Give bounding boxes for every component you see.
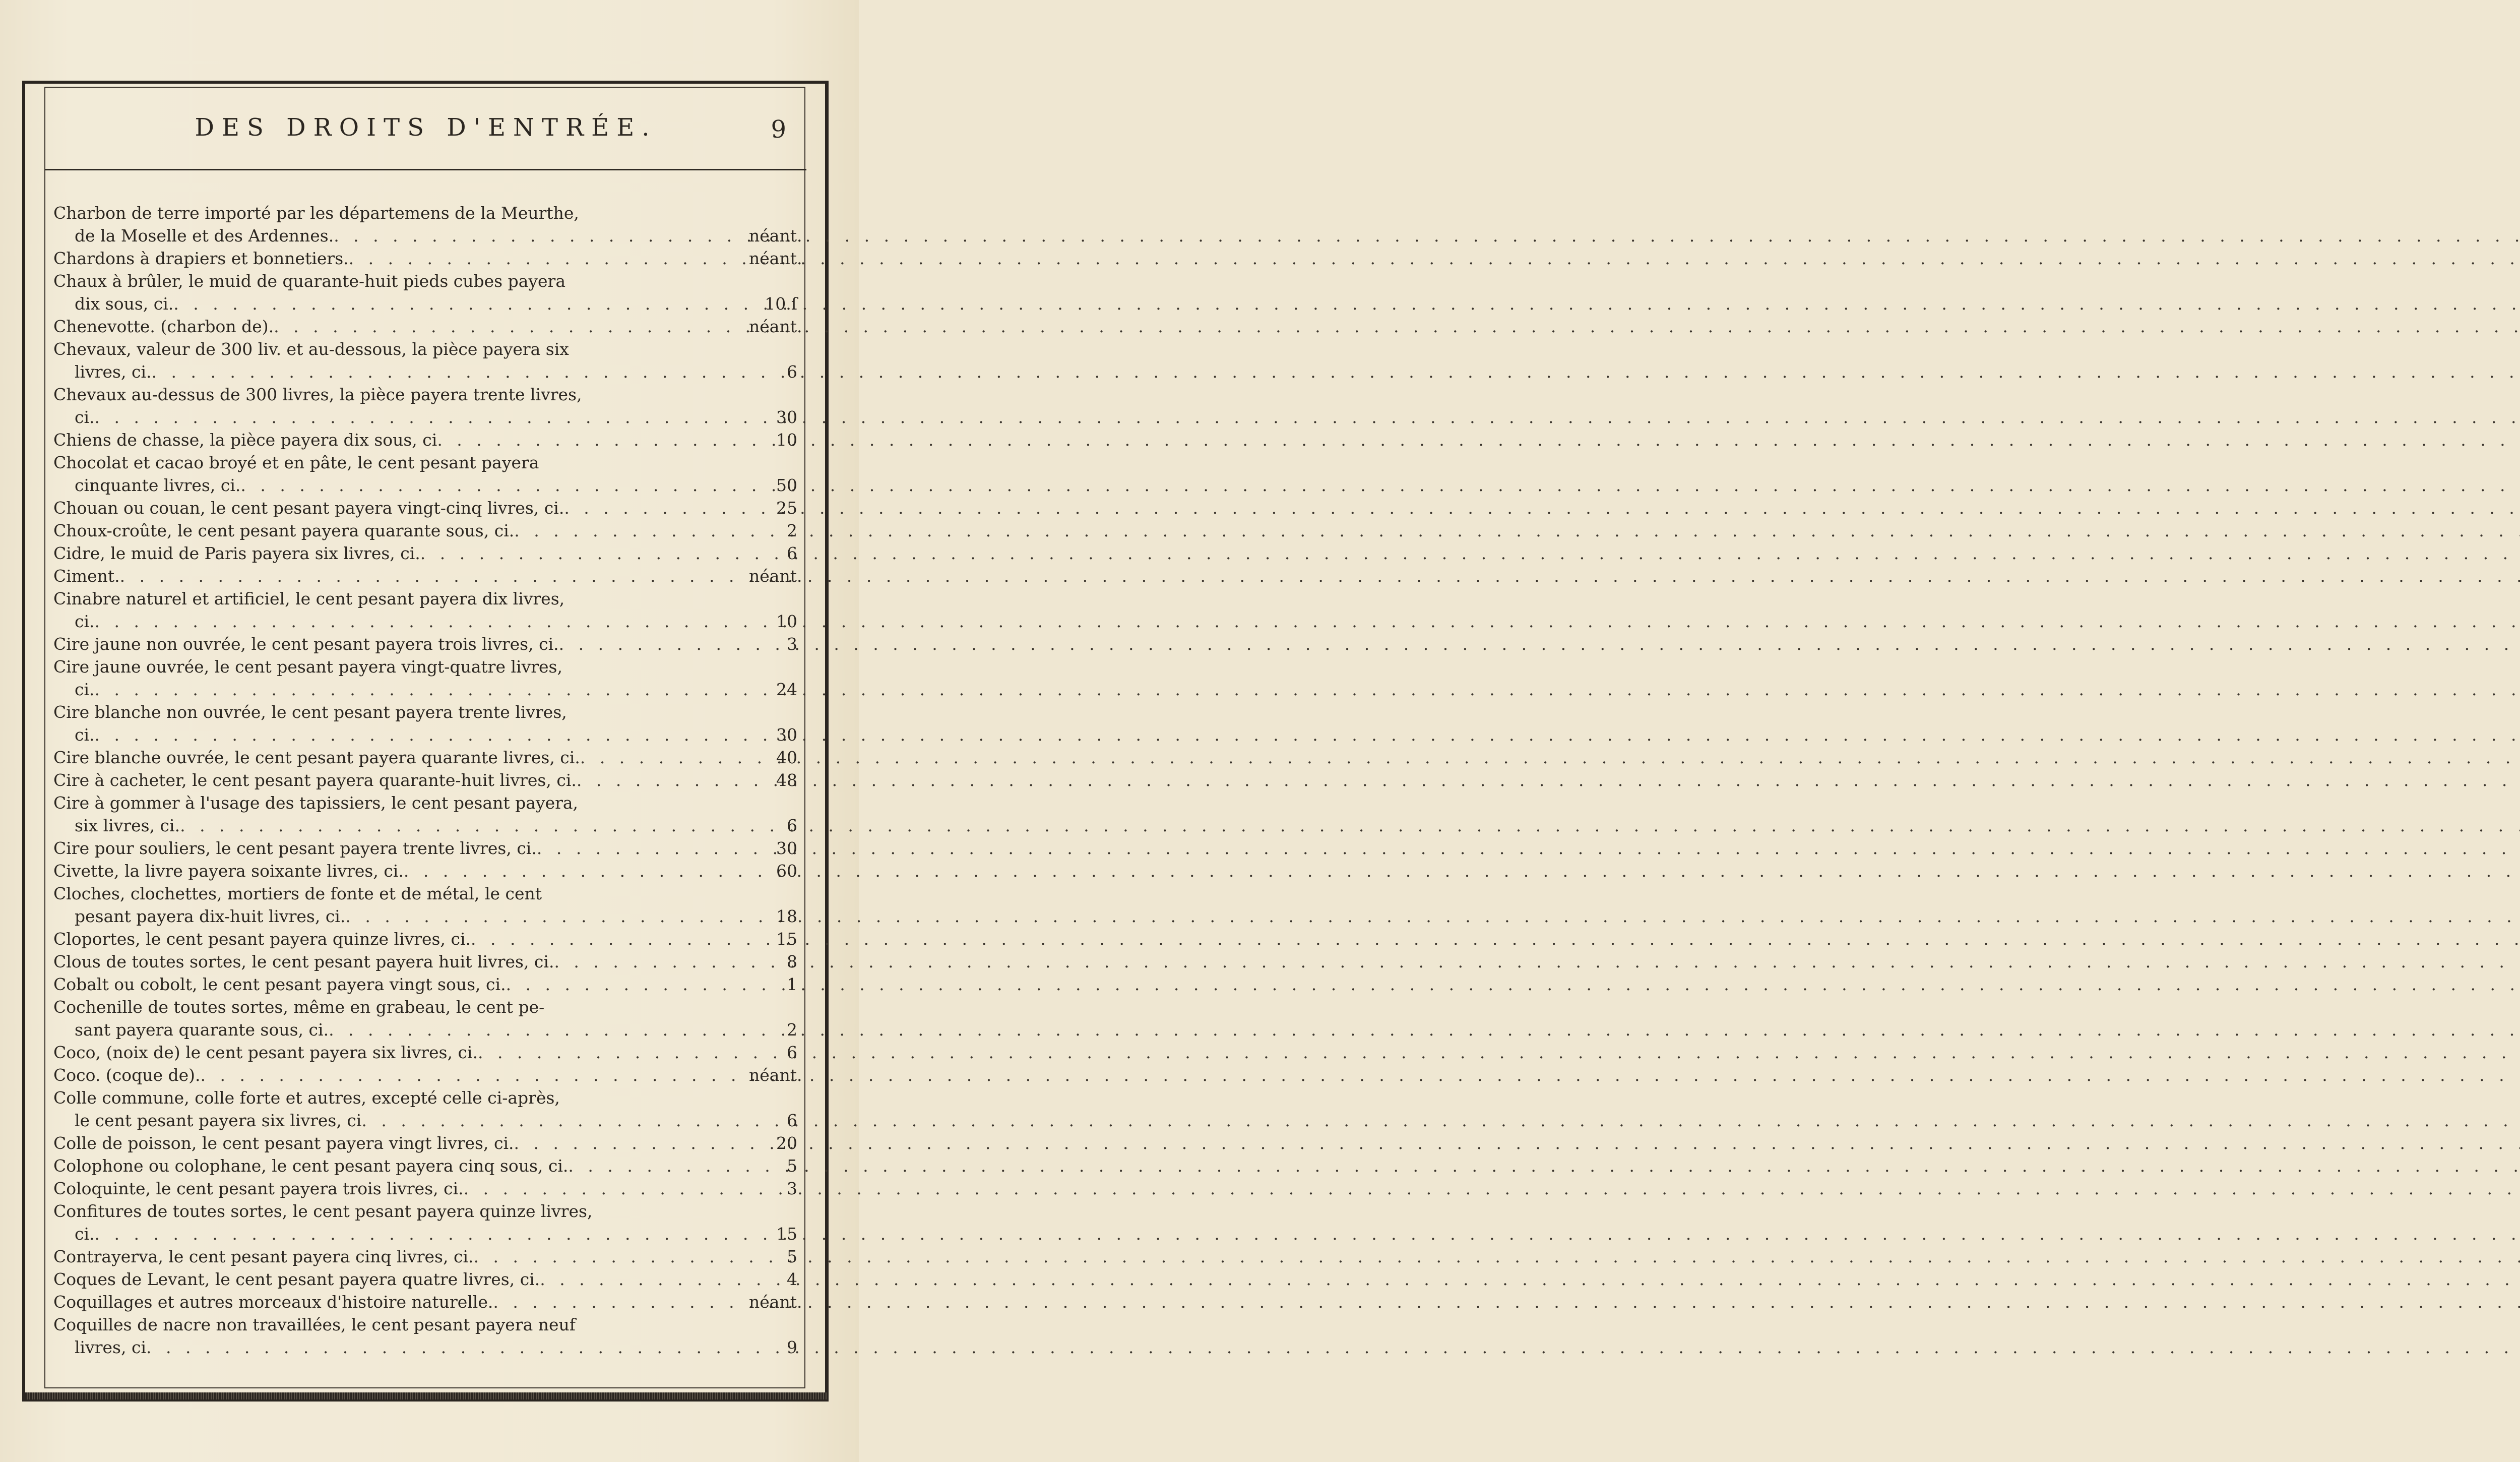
entry-text: Cloportes, le cent pesant payera quinze livres, ci. <box>53 929 471 949</box>
dot-leader <box>349 247 745 270</box>
tariff-entry <box>53 882 797 905</box>
entry-text: Cobalt ou cobolt, le cent pesant payera vingt sous, ci. <box>53 974 506 994</box>
tariff-entry <box>53 474 797 497</box>
entry-duty-value: 48 <box>776 770 797 790</box>
entry-duty-value: 6 <box>787 1111 797 1130</box>
dot-leader <box>180 814 745 837</box>
tariff-entry <box>53 270 797 292</box>
dot-leader <box>95 678 745 701</box>
dot-leader <box>568 1154 745 1177</box>
tariff-entry <box>53 1268 797 1291</box>
dot-leader <box>478 1041 745 1064</box>
entry-duty-value: 40 <box>776 748 797 767</box>
dot-leader <box>577 769 745 791</box>
page-number: 9 <box>771 115 786 144</box>
tariff-entry <box>53 746 797 769</box>
dot-leader <box>240 474 745 497</box>
entry-duty-value: 15 <box>776 929 797 949</box>
entry-duty-value: 18 <box>776 906 797 926</box>
dot-leader <box>361 1109 745 1132</box>
tariff-entry <box>53 996 797 1018</box>
bottom-ornament <box>25 1392 827 1399</box>
dot-leader <box>464 1177 745 1200</box>
tariff-entry <box>53 1064 802 1086</box>
entry-text: Chardons à drapiers et bonnetiers. <box>53 249 349 268</box>
tariff-entry <box>53 565 802 587</box>
tariff-entry <box>53 519 797 542</box>
dot-leader <box>274 315 745 338</box>
dot-leader <box>404 860 745 882</box>
dot-leader <box>152 360 745 383</box>
entry-duty-value: 10 <box>776 612 797 631</box>
tariff-entry <box>53 1291 802 1313</box>
entry-duty-value: néant. <box>749 1292 802 1312</box>
tariff-list <box>53 202 802 1359</box>
entry-duty-value: 6 <box>787 543 797 563</box>
entry-text: Charbon de terre importé par les départemens de la Meurthe, <box>53 203 579 223</box>
dot-leader <box>95 610 745 633</box>
entry-text: livres, ci <box>75 1337 147 1357</box>
tariff-entry <box>53 1154 797 1177</box>
tariff-entry <box>53 837 797 860</box>
tariff-entry <box>53 338 797 360</box>
tariff-entry <box>53 928 797 950</box>
entry-duty-value: 60 <box>776 861 797 881</box>
tariff-entry <box>53 905 797 928</box>
entry-duty-value: 25 <box>776 498 797 518</box>
entry-text: Cire à gommer à l'usage des tapissiers, le cent pesant payera, <box>53 793 579 813</box>
tariff-entry <box>53 406 797 429</box>
scanned-page <box>0 0 859 1462</box>
entry-duty-value: 2 <box>787 1020 797 1040</box>
dot-leader <box>201 1064 745 1086</box>
dot-leader <box>420 542 745 565</box>
dot-leader <box>471 928 745 950</box>
entry-text: Colle de poisson, le cent pesant payera vingt livres, ci. <box>53 1133 514 1153</box>
entry-duty-value: 24 <box>776 680 797 699</box>
dot-leader <box>474 1245 745 1268</box>
entry-text: Chiens de chasse, la pièce payera dix sous, ci <box>53 430 437 450</box>
tariff-entry <box>53 678 797 701</box>
entry-text: ci. <box>75 680 95 699</box>
tariff-entry <box>53 1132 797 1154</box>
dot-leader <box>580 746 745 769</box>
dot-leader <box>493 1291 745 1313</box>
tariff-entry <box>53 1223 797 1245</box>
tariff-entry <box>53 1109 797 1132</box>
entry-duty-value: 6 <box>787 1043 797 1062</box>
tariff-entry <box>53 723 797 746</box>
entry-text: Cire jaune ouvrée, le cent pesant payera vingt-quatre livres, <box>53 657 562 677</box>
dot-leader <box>173 292 745 315</box>
dot-leader <box>146 1336 745 1359</box>
entry-text: de la Moselle et des Ardennes. <box>75 226 334 246</box>
entry-duty-value: 4 <box>787 1269 797 1289</box>
entry-text: Chevaux, valeur de 300 liv. et au-dessous, la pièce payera six <box>53 339 569 359</box>
tariff-entry <box>53 1245 797 1268</box>
entry-duty-value: néant. <box>749 317 802 336</box>
entry-text: Colophone ou colophane, le cent pesant payera cinq sous, ci. <box>53 1156 569 1176</box>
tariff-entry <box>53 610 797 633</box>
dot-leader <box>554 950 745 973</box>
tariff-entry <box>53 1200 797 1223</box>
entry-text: Contrayerva, le cent pesant payera cinq livres, ci. <box>53 1247 474 1266</box>
entry-duty-value: 1 <box>787 974 797 994</box>
dot-leader <box>329 1018 745 1041</box>
entry-duty-value: 10 <box>776 430 797 450</box>
dot-leader <box>95 406 745 429</box>
tariff-entry <box>53 587 797 610</box>
dot-leader <box>120 565 745 587</box>
tariff-entry <box>53 1018 797 1041</box>
entry-text: Coques de Levant, le cent pesant payera quatre livres, ci. <box>53 1269 540 1289</box>
entry-text: Cire blanche non ouvrée, le cent pesant payera trente livres, <box>53 702 567 722</box>
entry-text: Chaux à brûler, le muid de quarante-huit pieds cubes payera <box>53 271 565 291</box>
entry-text: Chouan ou couan, le cent pesant payera vingt-cinq livres, ci. <box>53 498 564 518</box>
entry-duty-value: 30 <box>776 725 797 745</box>
tariff-entry <box>53 1041 797 1064</box>
tariff-entry <box>53 769 797 791</box>
entry-duty-value: 6 <box>787 816 797 835</box>
tariff-entry <box>53 247 802 270</box>
entry-text: Cire jaune non ouvrée, le cent pesant payera trois livres, ci. <box>53 634 559 654</box>
tariff-entry <box>53 633 797 655</box>
entry-text: dix sous, ci. <box>75 294 174 314</box>
entry-duty-value: néant. <box>749 226 802 246</box>
entry-text: Chocolat et cacao broyé et en pâte, le cent pesant payera <box>53 453 539 472</box>
tariff-entry <box>53 1336 797 1359</box>
entry-text: livres, ci. <box>75 362 152 382</box>
entry-duty-value: 3 <box>787 634 797 654</box>
dot-leader <box>95 1223 745 1245</box>
entry-text: Cire pour souliers, le cent pesant payera trente livres, ci. <box>53 838 537 858</box>
tariff-entry <box>53 542 797 565</box>
entry-text: Choux-croûte, le cent pesant payera quarante sous, ci. <box>53 521 515 540</box>
entry-duty-value: 5 <box>787 1156 797 1176</box>
entry-text: pesant payera dix-huit livres, ci. <box>75 906 346 926</box>
entry-duty-value: 10.ſ <box>765 294 797 314</box>
entry-duty-value: néant. <box>749 249 802 268</box>
tariff-entry <box>53 202 797 224</box>
entry-duty-value: 2 <box>787 521 797 540</box>
dot-leader <box>506 973 745 996</box>
entry-text: cinquante livres, ci. <box>75 475 241 495</box>
tariff-entry <box>53 497 797 519</box>
tariff-entry <box>53 292 797 315</box>
dot-leader <box>345 905 745 928</box>
entry-text: Chenevotte. (charbon de). <box>53 317 274 336</box>
tariff-entry <box>53 429 797 451</box>
tariff-entry <box>53 224 802 247</box>
entry-duty-value: 30 <box>776 407 797 427</box>
entry-text: le cent pesant payera six livres, ci <box>75 1111 362 1130</box>
entry-text: Cire blanche ouvrée, le cent pesant payera quarante livres, ci. <box>53 748 580 767</box>
entry-text: Coco, (noix de) le cent pesant payera six livres, ci. <box>53 1043 478 1062</box>
dot-leader <box>514 1132 745 1154</box>
tariff-entry <box>53 950 797 973</box>
entry-text: six livres, ci. <box>75 816 180 835</box>
entry-duty-value: 30 <box>776 838 797 858</box>
tariff-entry <box>53 655 797 678</box>
entry-duty-value: 20 <box>776 1133 797 1153</box>
entry-text: ci. <box>75 407 95 427</box>
entry-text: Cochenille de toutes sortes, même en grabeau, le cent pe- <box>53 997 545 1017</box>
entry-duty-value: 9 <box>787 1337 797 1357</box>
entry-duty-value: néant. <box>749 1065 802 1085</box>
entry-text: ci. <box>75 725 95 745</box>
tariff-entry <box>53 315 802 338</box>
tariff-entry <box>53 383 797 406</box>
entry-text: Chevaux au-dessus de 300 livres, la pièce payera trente livres, <box>53 385 582 404</box>
entry-text: ci. <box>75 612 95 631</box>
entry-text: Cire à cacheter, le cent pesant payera quarante-huit livres, ci. <box>53 770 577 790</box>
entry-duty-value: néant. <box>749 566 802 586</box>
page-header <box>45 113 806 154</box>
entry-text: Cidre, le muid de Paris payera six livres, ci. <box>53 543 420 563</box>
page-title: DES DROITS D'ENTRÉE. <box>195 113 657 142</box>
dot-leader <box>334 224 745 247</box>
dot-leader <box>95 723 745 746</box>
entry-text: Colle commune, colle forte et autres, excepté celle ci-après, <box>53 1088 560 1108</box>
entry-text: Civette, la livre payera soixante livres, ci. <box>53 861 404 881</box>
dot-leader <box>559 633 745 655</box>
header-rule <box>45 169 806 170</box>
dot-leader <box>564 497 745 519</box>
tariff-entry <box>53 973 797 996</box>
entry-text: Coquillages et autres morceaux d'histoire naturelle. <box>53 1292 493 1312</box>
entry-duty-value: 6 <box>787 362 797 382</box>
dot-leader <box>540 1268 745 1291</box>
entry-text: Confitures de toutes sortes, le cent pesant payera quinze livres, <box>53 1201 593 1221</box>
tariff-entry <box>53 1313 797 1336</box>
tariff-entry <box>53 1086 797 1109</box>
entry-duty-value: 50 <box>776 475 797 495</box>
dot-leader <box>437 429 745 451</box>
entry-text: sant payera quarante sous, ci. <box>75 1020 329 1040</box>
entry-text: Cloches, clochettes, mortiers de fonte et de métal, le cent <box>53 884 542 903</box>
tariff-entry <box>53 791 797 814</box>
entry-text: Coquilles de nacre non travaillées, le cent pesant payera neuf <box>53 1315 576 1334</box>
entry-text: Coco. (coque de). <box>53 1065 201 1085</box>
tariff-entry <box>53 451 797 474</box>
tariff-entry <box>53 814 797 837</box>
tariff-entry <box>53 701 797 723</box>
entry-duty-value: 3 <box>787 1179 797 1198</box>
entry-text: Ciment. <box>53 566 120 586</box>
entry-duty-value: 5 <box>787 1247 797 1266</box>
entry-text: Cinabre naturel et artificiel, le cent pesant payera dix livres, <box>53 589 565 608</box>
entry-text: Clous de toutes sortes, le cent pesant payera huit livres, ci. <box>53 952 554 971</box>
entry-duty-value: 15 <box>776 1224 797 1244</box>
entry-duty-value: 8 <box>787 952 797 971</box>
dot-leader <box>537 837 745 860</box>
tariff-entry <box>53 1177 797 1200</box>
tariff-entry <box>53 860 797 882</box>
entry-text: ci. <box>75 1224 95 1244</box>
entry-text: Coloquinte, le cent pesant payera trois livres, ci. <box>53 1179 464 1198</box>
dot-leader <box>514 519 745 542</box>
tariff-entry <box>53 360 797 383</box>
